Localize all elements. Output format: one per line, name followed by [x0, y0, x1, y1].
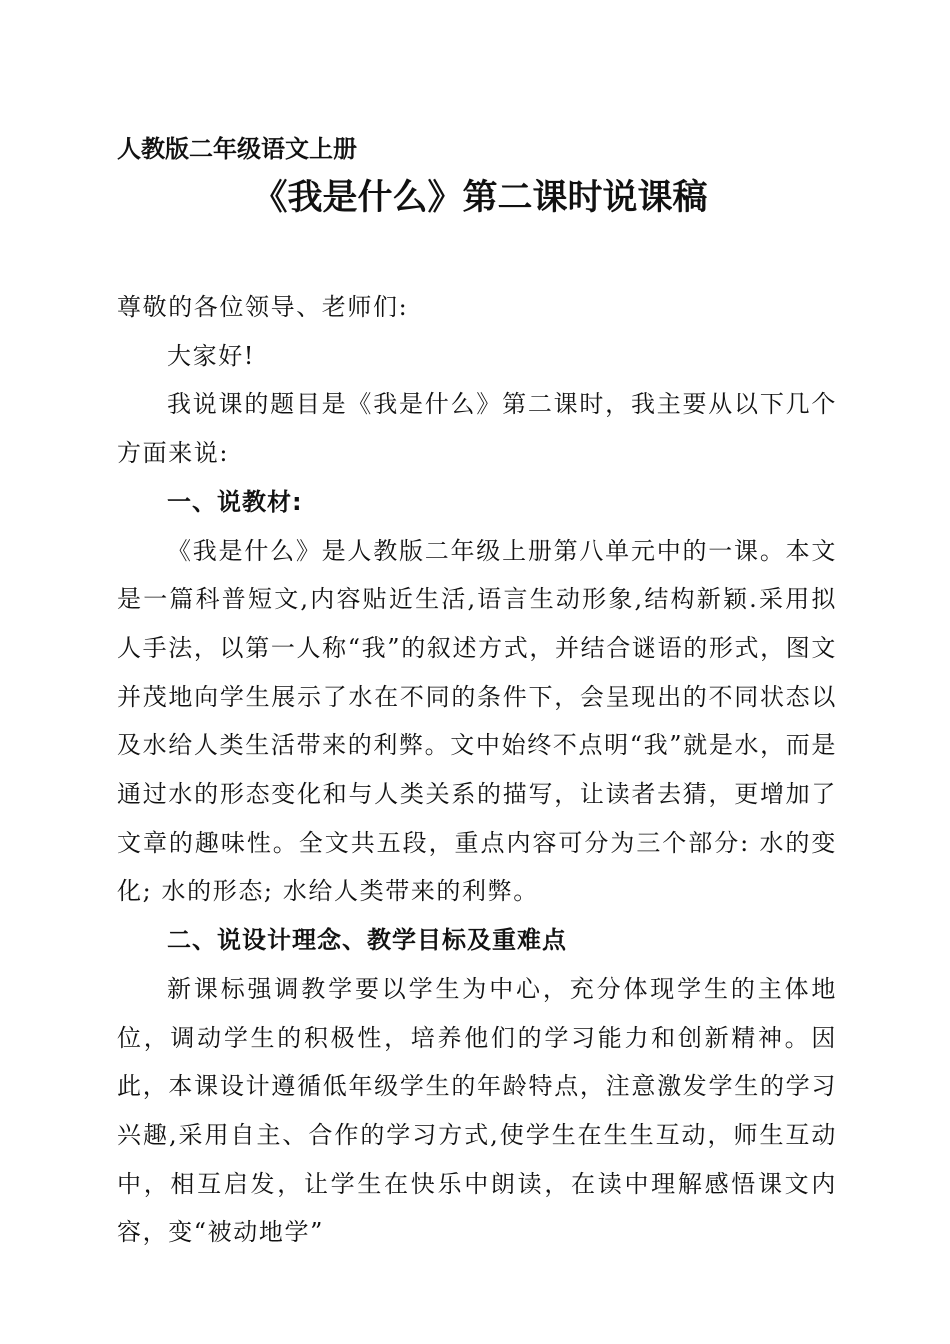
salutation: 尊敬的各位领导、老师们: [117, 293, 409, 321]
document-title: 《我是什么》第二课时说课稿 [252, 178, 708, 218]
greeting: 大家好! [167, 341, 256, 370]
section-heading-textbook: 一、说教材: [167, 487, 303, 516]
document-header: 人教版二年级语文上册 [117, 135, 357, 163]
document-body [117, 283, 837, 1257]
section-paragraph-design: 新课标强调教学要以学生为中心，充分体现学生的主体地位，调动学生的积极性，培养他们的学习能力和创新精神。因此，本课设计遵循低年级学生的年龄特点，注意激发学生的学习兴趣,采用自主、合作的学习方式,使学生在生生互动，师生互动中，相互启发，让学生在快乐中朗读，在读中理解感悟课文内容，变“被动地学” [117, 974, 837, 1247]
section-paragraph-textbook: 《我是什么》是人教版二年级上册第八单元中的一课。本文是一篇科普短文,内容贴近生活,语言生动形象,结构新颖.采用拟人手法，以第一人称“我”的叙述方式，并结合谜语的形式，图文并茂地向学生展示了水在不同的条件下，会呈现出的不同状态以及水给人类生活带来的利弊。文中始终不点明“我”就是水，而是通过水的形态变化和与人类关系的描写，让读者去猜，更增加了文章的趣味性。全文共五段，重点内容可分为三个部分: 水的变化; 水的形态; 水给人类带来的利弊。 [117, 536, 837, 906]
intro-paragraph: 我说课的题目是《我是什么》第二课时，我主要从以下几个方面来说: [117, 390, 837, 468]
section-heading-design: 二、说设计理念、教学目标及重难点 [167, 926, 567, 955]
